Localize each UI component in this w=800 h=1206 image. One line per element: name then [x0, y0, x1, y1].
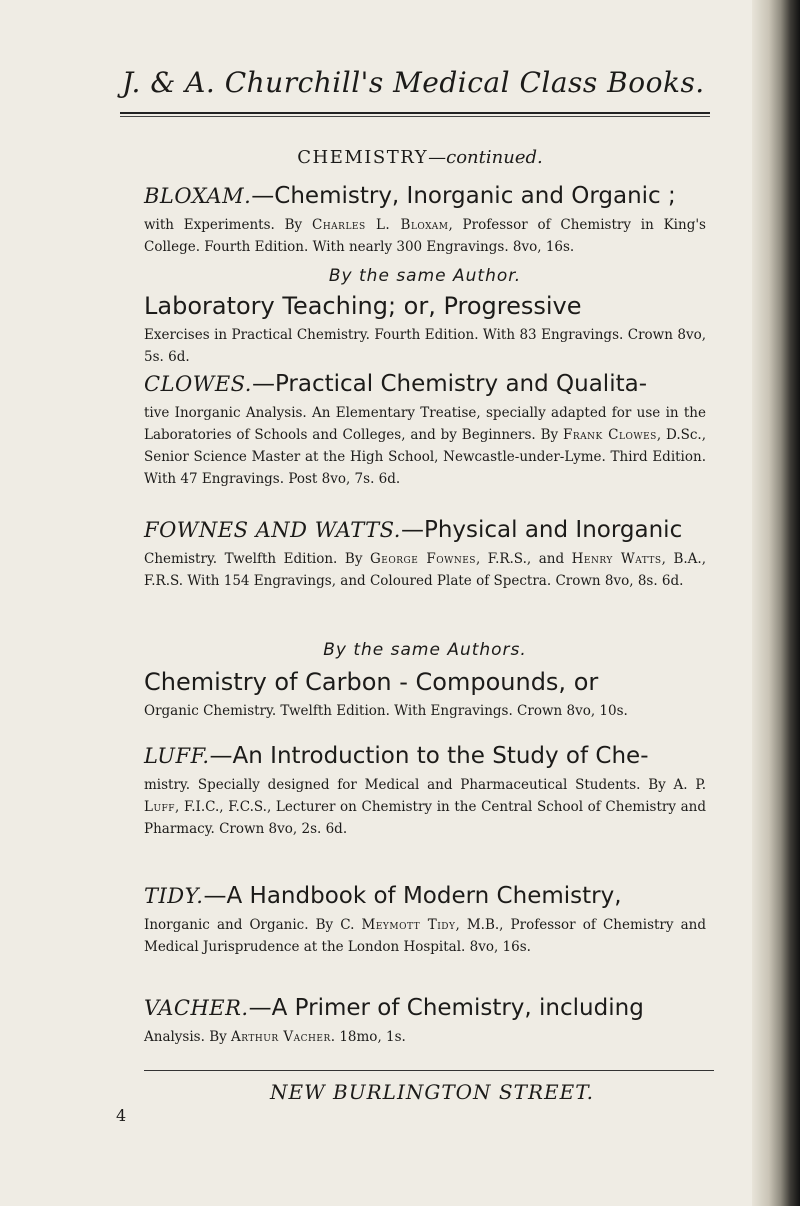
entry-description: mistry. Specially designed for Medical and Pharmaceutical Students. By A. P. Luff, F.I.C., F.C.S., Lecturer on Chemistry in the Central School of Chemistry and Pharmacy. Crown 8vo, 2s. 6d. — [144, 777, 706, 837]
by-same-author: By the same Author. — [328, 266, 522, 286]
entry-description: with Experiments. By Charles L. Bloxam, Professor of Chemistry in King's College. Fourth Edition. With nearly 300 Engravings. 8vo, 16s. — [144, 217, 706, 255]
author-fullname: Arthur Vacher — [231, 1029, 331, 1045]
entry-title: Chemistry of Carbon - Compounds, or — [144, 668, 599, 696]
entry-title: —Practical Chemistry and Qualita- — [251, 371, 647, 397]
running-head: J. & A. Churchill's Medical Class Books. — [122, 66, 705, 99]
entry-title: —An Introduction to the Study of Che- — [209, 743, 649, 769]
entry-author: CLOWES. — [144, 372, 252, 396]
footer-rule — [144, 1070, 714, 1071]
entry-title: Laboratory Teaching; or, Progressive — [144, 292, 582, 320]
entry-bloxam — [144, 180, 706, 258]
entry-clowes — [144, 368, 706, 490]
entry-title: —A Handbook of Modern Chemistry, — [203, 883, 622, 909]
entry-description: Exercises in Practical Chemistry. Fourth Edition. With 83 Engravings. Crown 8vo, 5s. 6d. — [144, 327, 706, 365]
entry-luff — [144, 740, 706, 840]
section-heading — [200, 147, 640, 168]
author-fullname: George Fownes — [370, 551, 476, 567]
entry-description: Organic Chemistry. Twelfth Edition. With Engravings. Crown 8vo, 10s. — [144, 703, 628, 719]
entry-description: tive Inorganic Analysis. An Elementary Treatise, specially adapted for use in the Laboratories of Schools and Colleges, and by Beginners. By Frank Clowes, D.Sc., Senior Science Master at the High School, Newcastle-under-Lyme. Third Edition. With 47 Engravings. Post 8vo, 7s. 6d. — [144, 405, 707, 487]
entry-title: —A Primer of Chemistry, including — [248, 995, 644, 1021]
page-number: 4 — [116, 1106, 127, 1125]
entry-laboratory-teaching — [144, 290, 706, 368]
header-rule — [120, 112, 710, 114]
entry-author: LUFF. — [144, 744, 210, 768]
book-spine-edge — [752, 0, 800, 1206]
entry-author: TIDY. — [144, 884, 204, 908]
author-fullname: Frank Clowes — [563, 427, 657, 443]
author-fullname: Luff — [144, 799, 176, 815]
entry-description: Analysis. By Arthur Vacher. 18mo, 1s. — [144, 1029, 406, 1045]
entry-title: —Physical and Inorganic — [400, 517, 683, 543]
entry-title: —Chemistry, Inorganic and Organic ; — [251, 183, 676, 209]
section-title: CHEMISTRY — [297, 147, 429, 168]
entry-author: BLOXAM. — [144, 184, 252, 208]
entry-tidy — [144, 880, 706, 958]
by-same-authors: By the same Authors. — [323, 640, 527, 660]
entry-carbon-compounds — [144, 666, 706, 722]
author-fullname: Meymott Tidy — [361, 917, 456, 933]
entry-fownes-watts — [144, 514, 706, 592]
entry-description: Chemistry. Twelfth Edition. By George Fownes, F.R.S., and Henry Watts, B.A., F.R.S. With 154 Engravings, and Coloured Plate of Spectra. Crown 8vo, 8s. 6d. — [144, 551, 706, 589]
entry-author: VACHER. — [144, 996, 249, 1020]
section-continued: —continued. — [428, 147, 543, 168]
author-fullname-2: Henry Watts — [571, 551, 662, 567]
entry-author: FOWNES AND WATTS. — [144, 518, 401, 542]
entry-description: Inorganic and Organic. By C. Meymott Tidy, M.B., Professor of Chemistry and Medical Jurisprudence at the London Hospital. 8vo, 16s. — [144, 917, 706, 955]
author-fullname: Charles L. Bloxam — [311, 217, 449, 233]
footer-imprint: NEW BURLINGTON STREET. — [270, 1080, 594, 1104]
entry-vacher — [144, 992, 706, 1048]
header-rule-thin — [120, 116, 710, 117]
